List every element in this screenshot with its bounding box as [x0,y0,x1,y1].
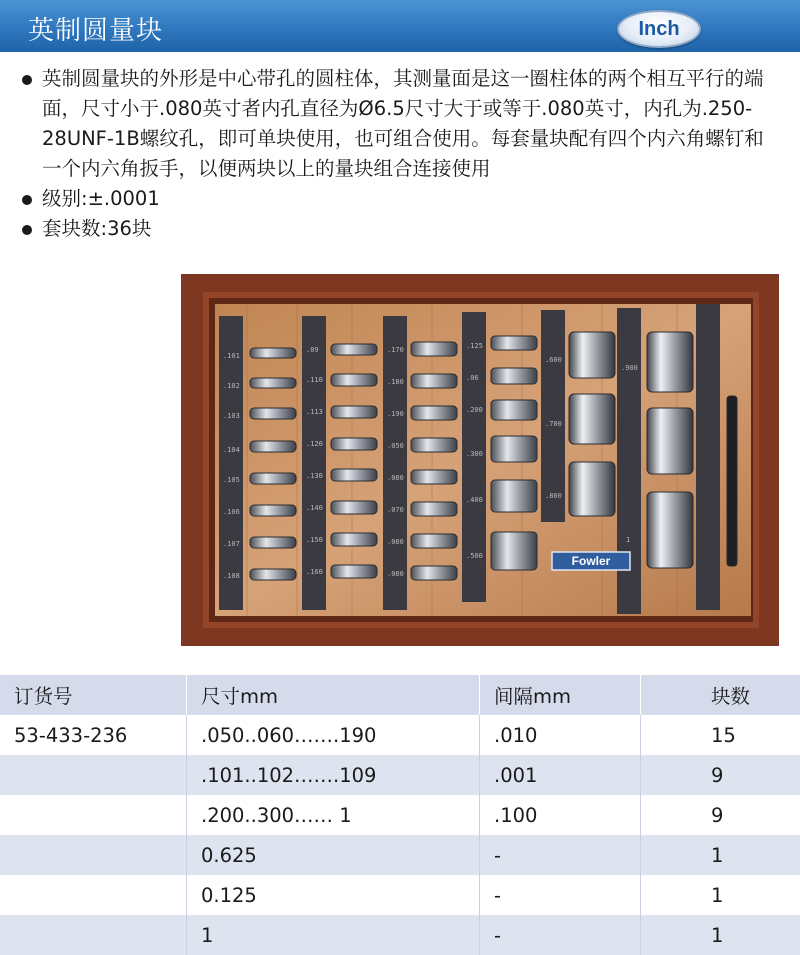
size-label: .130 [306,472,323,480]
size-label: .06 [466,374,479,382]
size-label: .105 [223,476,240,484]
size-label: .110 [306,376,323,384]
cell-interval: .010 [480,715,641,755]
cell-count: 1 [641,875,800,915]
size-label: .400 [466,496,483,504]
table-row [0,915,800,955]
block-count-bullet [22,214,782,244]
size-label: .150 [306,536,323,544]
block-count-text: 套块数:36块 [42,217,152,240]
inch-unit-badge: Inch [617,10,701,48]
size-label: .09 [306,346,319,354]
size-label-strip [541,310,565,522]
cylinder-block [647,332,693,392]
size-label: .070 [387,506,404,514]
cell-order-no: 53-433-236 [14,723,128,747]
specification-table [0,675,800,955]
size-label: .140 [306,504,323,512]
size-label: .101 [223,352,240,360]
table-row [0,795,800,835]
cylinder-block [569,332,615,378]
size-label: .080 [387,570,404,578]
size-label: .107 [223,540,240,548]
cell-size: .101..102…….109 [187,755,480,795]
cell-interval: - [480,835,641,875]
cell-size: 1 [187,915,480,955]
size-label-strip [383,316,407,610]
cell-interval: .001 [480,755,641,795]
fowler-brand-plate [552,552,630,570]
brand-plate-text: Fowler [571,554,611,568]
bullet-icon [22,195,32,205]
size-label: .108 [223,572,240,580]
cylinder-block [647,492,693,568]
header-interval: 间隔mm [480,675,641,715]
title-bar [0,0,800,52]
cell-size: 0.125 [187,875,480,915]
size-label: 1 [626,536,631,544]
cell-size: .050..060…….190 [187,715,480,755]
cell-count: 9 [641,755,800,795]
size-label: .800 [545,492,562,500]
page-title: 英制圆量块 [28,16,164,46]
size-label: .106 [223,508,240,516]
size-label: .050 [387,442,404,450]
cell-size: .200..300…… 1 [187,795,480,835]
size-label-strip [302,316,326,610]
size-label: .125 [466,342,483,350]
table-row [0,835,800,875]
size-label: .080 [387,474,404,482]
size-label: .104 [223,446,240,454]
cell-size: 0.625 [187,835,480,875]
cell-count: 1 [641,835,800,875]
size-label-strip [696,304,720,610]
table-row [0,875,800,915]
cell-order-no [0,915,187,955]
cell-count: 9 [641,795,800,835]
size-label: .190 [387,410,404,418]
cylinder-block [647,408,693,474]
cell-interval: - [480,915,641,955]
table-row [0,755,800,795]
hex-wrench [727,396,737,566]
cell-order-no [0,875,187,915]
size-label: .200 [466,406,483,414]
size-label: .500 [466,552,483,560]
size-label: .103 [223,412,240,420]
table-header-row [0,675,800,715]
header-count: 块数 [641,675,800,715]
bullet-icon [22,225,32,235]
size-label-strip [219,316,243,610]
description-text: 英制圆量块的外形是中心带孔的圆柱体，其测量面是这一圈柱体的两个相互平行的端面，尺寸小于.080英寸者内孔直径为Ø6.5尺寸大于或等于.080英寸，内孔为.250-28UNF-1B螺纹孔，即可单块使用，也可组合使用。每套量块配有四个内六角螺钉和一个内六角扳手，以便两块以上的量块组合连接使用 [42,67,764,180]
cell-order-no [0,795,187,835]
cell-interval: .100 [480,795,641,835]
size-label: .080 [387,538,404,546]
cell-interval: - [480,875,641,915]
size-label: .120 [306,440,323,448]
size-label: .700 [545,420,562,428]
gauge-block-set-photo [177,266,782,650]
size-label: .102 [223,382,240,390]
cell-order-no [0,835,187,875]
size-label: .600 [545,356,562,364]
cell-count: 15 [641,715,800,755]
bullet-icon [22,75,32,85]
cell-count: 1 [641,915,800,955]
grade-bullet [22,184,782,214]
header-order-no: 订货号 [14,685,73,708]
size-label: .900 [621,364,638,372]
size-label: .160 [306,568,323,576]
size-label: .300 [466,450,483,458]
header-size: 尺寸mm [187,675,480,715]
size-label: .180 [387,378,404,386]
description-bullet [22,64,782,184]
size-label: .170 [387,346,404,354]
table-row [0,715,800,755]
cylinder-block [569,394,615,444]
product-description [22,64,782,244]
cylinder-block [569,462,615,516]
size-label: .113 [306,408,323,416]
cell-order-no [0,755,187,795]
grade-text: 级别:±.0001 [42,187,160,210]
